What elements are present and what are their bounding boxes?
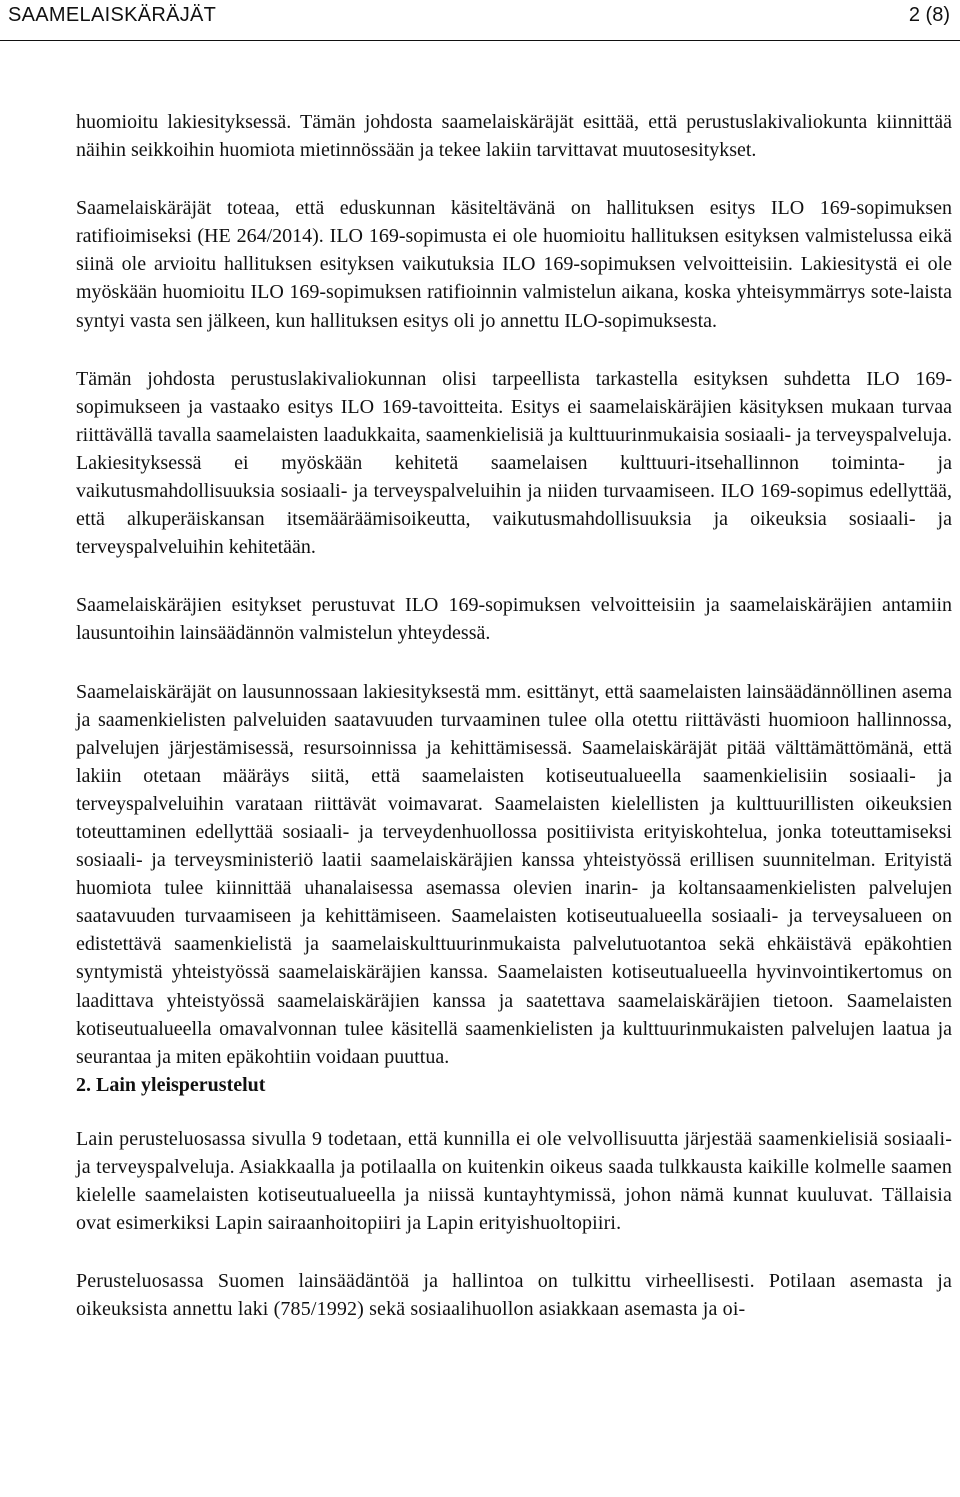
page-header [0, 0, 960, 42]
paragraph: Perusteluosassa Suomen lainsäädäntöä ja hallintoa on tulkittu virheellisesti. Potilaan asemasta ja oikeuksista annettu laki (785/1992) sekä sosiaalihuollon asiakkaan asemasta ja oi- [76, 1270, 952, 1321]
header-title: SAAMELAISKÄRÄJÄT [8, 4, 217, 26]
paragraph: Saamelaiskäräjät on lausunnossaan lakiesityksestä mm. esittänyt, että saamelaisten lainsäädännöllinen asema ja saamenkielisten palveluiden saatavuuden turvaaminen tulee olla otettu riittävästi huomioon hallinnossa, palvelujen järjestämisessä, resursoinnissa ja kehittämisessä. Saamelaiskäräjät pitää välttämättömänä, että lakiin otetaan määräys siitä, että saamelaisten kotiseutualueella saamenkielisiin sosiaali- ja terveyspalveluihin varataan riittävät voimavarat. Saamelaisten kielellisten ja kulttuurillisten oikeuksien toteuttaminen edellyttää sosiaali- ja terveydenhuollossa positiivista erityiskohtelua, jonka toteuttamiseksi sosiaali- ja terveysministeriö laatii saamelaiskäräjien kanssa yhteistyössä erillisen suunnitelman. Erityistä huomiota tulee kiinnittää uhanalaisessa asemassa olevien inarin- ja koltansaamenkielisten palvelujen saatavuuden turvaamiseen ja kehittämiseen. Saamelaisten kotiseutualueella sosiaali- ja terveysalueen on edistettävä saamenkielistä ja saamelaiskulttuurinmukaista palvelutuotantoa sekä ehkäistävä epäkohtien syntymistä yhteistyössä saamelaiskäräjien kanssa. Saamelaisten kotiseutualueella hyvinvointikertomus on laadittava yhteistyössä saamelaiskäräjien kanssa ja saatettava saamelaiskäräjien tietoon. Saamelaisten kotiseutualueella omavalvonnan tulee käsitellä saamenkielisten ja kulttuurinmukaisten palvelujen laatua ja seurantaa ja miten epäkohtiin voidaan puuttua. [76, 680, 952, 1068]
paragraph: huomioitu lakiesityksessä. Tämän johdosta saamelaiskäräjät esittää, että perustuslakivaliokunta kiinnittää näihin seikkoihin huomiota mietinnössään ja tekee lakiin tarvittavat muutosesitykset. [76, 111, 952, 162]
header-divider [0, 40, 960, 41]
paragraph: Saamelaiskäräjät toteaa, että eduskunnan käsiteltävänä on hallituksen esitys ILO 169-sopimuksen ratifioimiseksi (HE 264/2014). ILO 169-sopimusta ei ole huomioitu hallituksen esityksen valmistelussa eikä siinä ole arvioitu hallituksen esityksen vaikutuksia ILO 169-sopimuksen velvoitteisiin. Lakiesitystä ei ole myöskään huomioitu ILO 169-sopimuksen ratifioinnin valmistelun aikana, koska yhteisymmärrys sote-laista syntyi vasta sen jälkeen, kun hallituksen esitys oli jo annettu ILO-sopimuksesta. [76, 197, 952, 332]
paragraph: Lain perusteluosassa sivulla 9 todetaan, että kunnilla ei ole velvollisuutta järjestää saamenkielisiä sosiaali- ja terveyspalveluja. Asiakkaalla ja potilaalla on kuitenkin oikeus saada tulkkausta kaikille kolmelle saamen kielelle saamelaisten kotiseutualueella ja niissä kuntayhtymissä, johon nämä kunnat kuuluvat. Tällaisia ovat esimerkiksi Lapin sairaanhoitopiiri ja Lapin erityishuoltopiiri. [76, 1127, 952, 1235]
section-heading-text: 2. Lain yleisperustelut [76, 1073, 266, 1096]
document-body [76, 108, 952, 1323]
page-number: 2 (8) [908, 4, 950, 26]
paragraph: Saamelaiskäräjien esitykset perustuvat ILO 169-sopimuksen velvoitteisiin ja saamelaiskäräjien antamiin lausuntoihin lainsäädännön valmistelun yhteydessä. [76, 594, 952, 645]
paragraph: Tämän johdosta perustuslakivaliokunnan olisi tarpeellista tarkastella esityksen suhdetta ILO 169-sopimukseen ja vastaako esitys ILO 169-tavoitteita. Esitys ei saamelaiskäräjien käsityksen mukaan turvaa riittävällä tavalla saamelaisten laadukkaita, saamenkielisiä ja kulttuurinmukaisia sosiaali- ja terveyspalveluja. Lakiesityksessä ei myöskään kehitetä saamelaisen kulttuuri-itsehallinnon toiminta- ja vaikutusmahdollisuuksia sosiaali- ja terveyspalveluihin ja niiden turvaamiseen. ILO 169-sopimus edellyttää, että alkuperäiskansan itsemääräämisoikeutta, vaikutusmahdollisuuksia ja oikeuksia sosiaali- ja terveyspalveluihin kehitetään. [76, 367, 952, 559]
section-heading [76, 1071, 952, 1099]
